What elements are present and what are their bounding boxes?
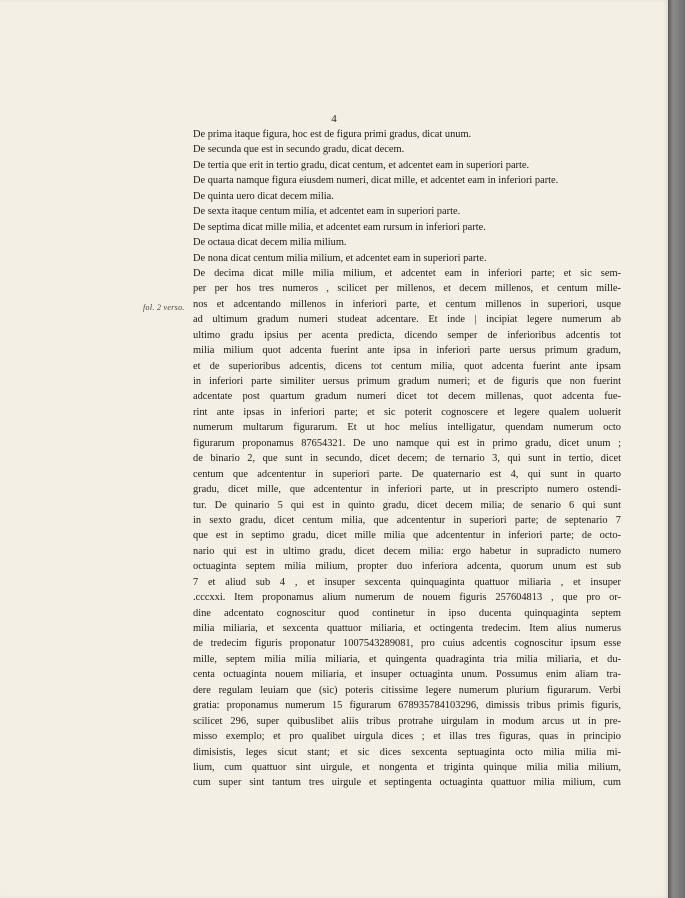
text-line: ultimo gradu ipsius per acenta predicta, dicendo semper de inferioribus adcentis tot bbox=[193, 329, 621, 341]
text-line: centum que adcententur in superiori parte. De quaternario est 4, qui sunt in quarto bbox=[193, 468, 621, 480]
text-line: misso exemplo; et pro qualibet uirgula dices ; et illas tres figuras, quas in principio bbox=[193, 731, 621, 743]
text-line: centa octuaginta nouem miliaria, et insuper octuaginta unum. Possumus enim aliam tra- bbox=[193, 669, 621, 681]
text-line: 7 et aliud sub 4 , et insuper sexcenta quinquaginta quattuor miliaria , et insuper bbox=[193, 576, 621, 588]
text-line: figurarum proponamus 87654321. De uno namque qui est in primo gradu, dicet unum ; bbox=[193, 437, 621, 449]
text-line: De tertia que erit in tertio gradu, dicat centum, et adcentet eam in superiori parte. bbox=[193, 159, 530, 171]
text-line: dine adcentato cognoscitur quod continetur in ipso ducenta quinquaginta septem bbox=[193, 607, 621, 619]
text-line: de tredecim figuris proponatur 1007543289081, pro cuius adcentis cognoscitur ipsum esse bbox=[193, 638, 621, 650]
text-line: De quinta uero dicat decem milia. bbox=[193, 190, 334, 202]
text-line: de binario 2, que sunt in secundo, dicet decem; de ternario 3, qui sunt in tertio, dicet bbox=[193, 453, 621, 465]
text-line: adcentate post quartum gradum numeri dicet tot decem millenas, quot adcenta fue- bbox=[193, 391, 621, 403]
text-line: rint ante ipsas in inferiori parte; et sic poterit cognoscere et legere qualem uoluerit bbox=[193, 406, 621, 418]
text-line: dere regulam leuiam que (sic) poteris citissime legere numerum plurium figurarum. Verbi bbox=[193, 684, 621, 696]
text-line: De decima dicat mille milia milium, et adcentet eam in inferiori parte; et sic sem- bbox=[193, 267, 621, 279]
text-line: in sexto gradu, dicet centum milia, que adcententur in superiori parte; de septenario 7 bbox=[193, 514, 621, 526]
text-line: De secunda que est in secundo gradu, dicat decem. bbox=[193, 144, 405, 156]
text-line: per per hos tres numeros , scilicet per millenos, et decem millenos, et centum mille- bbox=[193, 283, 621, 295]
text-line: mille, septem milia milia miliaria, et quingenta quadraginta tria milia miliaria, et du- bbox=[193, 653, 621, 665]
text-line: que est in septimo gradu, dicet mille milia que adcententur in inferiori parte; de octo- bbox=[193, 530, 621, 542]
text-line: numerum multarum figurarum. Et ut hoc melius intelligatur, quendam numerum octo bbox=[193, 422, 621, 434]
text-line: De prima itaque figura, hoc est de figura primi gradus, dicat unum. bbox=[193, 129, 472, 140]
text-line: gradu, dicet mille, que adcententur in inferiori parte, ut in prescripto numero ostendi- bbox=[193, 484, 621, 496]
text-line: milia miliaria, et sexcenta quattuor miliaria, et octingenta tredecim. Item alius numerus bbox=[193, 623, 621, 634]
text-line: De sexta itaque centum milia, et adcentet eam in superiori parte. bbox=[193, 206, 461, 218]
text-line: cum super sint tantum tres uirgule et septingenta octuaginta quattuor milia milium, cum bbox=[193, 777, 621, 789]
text-line: nos et adcentando millenos in inferiori parte, et centum millenos in superiori, usque bbox=[193, 298, 621, 310]
text-line: De nona dicat centum milia milium, et adcentet eam in superiori parte. bbox=[193, 252, 487, 264]
page-number: 4 bbox=[331, 113, 337, 125]
text-line: lium, cum quattuor sint uirgule, et nongenta et triginta quinque milia milia milium, bbox=[193, 761, 621, 773]
text-line: nario qui est in ultimo gradu, dicet decem milia: ergo habetur in supradicto numero bbox=[193, 545, 621, 557]
text-line: octuaginta septem milia milium, propter duo inferiora adcenta, quorum unum est sub bbox=[193, 561, 621, 573]
text-line: De octaua dicat decem milia milium. bbox=[193, 237, 347, 249]
text-line: ad ultimum gradum numeri studeat adcentare. Et inde | incipiat legere numerum ab bbox=[193, 314, 621, 326]
text-line: gratia: proponamus numerum 15 figurarum 678935784103296, dimissis tribus primis figuris, bbox=[193, 700, 621, 712]
text-line: scilicet 296, super quibuslibet aliis tribus protrahe uirgulam in modum arcus ut in pre- bbox=[193, 715, 621, 727]
text-line: .cccxxi. Item proponamus alium numerum de nouem figuris 257604813 , que pro or- bbox=[193, 592, 621, 604]
text-line: dimisistis, leges sicut stant; et sic dices sexcenta septuaginta octo milia milia mi- bbox=[193, 746, 621, 758]
main-text bbox=[193, 127, 621, 791]
text-line: tur. De quinario 5 qui est in quinto gradu, dicet decem milia; de senario 6 qui sunt bbox=[193, 499, 621, 511]
text-line: milia milium quot adcenta fuerint ante ipsa in inferiori parte uersus primum gradum, bbox=[193, 345, 621, 357]
margin-note: fol. 2 verso. bbox=[143, 303, 185, 312]
text-line: et de superioribus adcentis, dicens tot centum milia, quot adcenta fuerint ante ipsam bbox=[193, 360, 621, 372]
text-line: De quarta namque figura eiusdem numeri, dicat mille, et adcentet eam in inferiori parte. bbox=[193, 175, 559, 187]
text-line: in inferiori parte similiter uersus primum gradum numeri; et de figuris que non fuerint bbox=[193, 376, 621, 387]
page-edge bbox=[668, 0, 685, 898]
text-line: De septima dicat mille milia, et adcentet eam rursum in inferiori parte. bbox=[193, 221, 486, 233]
